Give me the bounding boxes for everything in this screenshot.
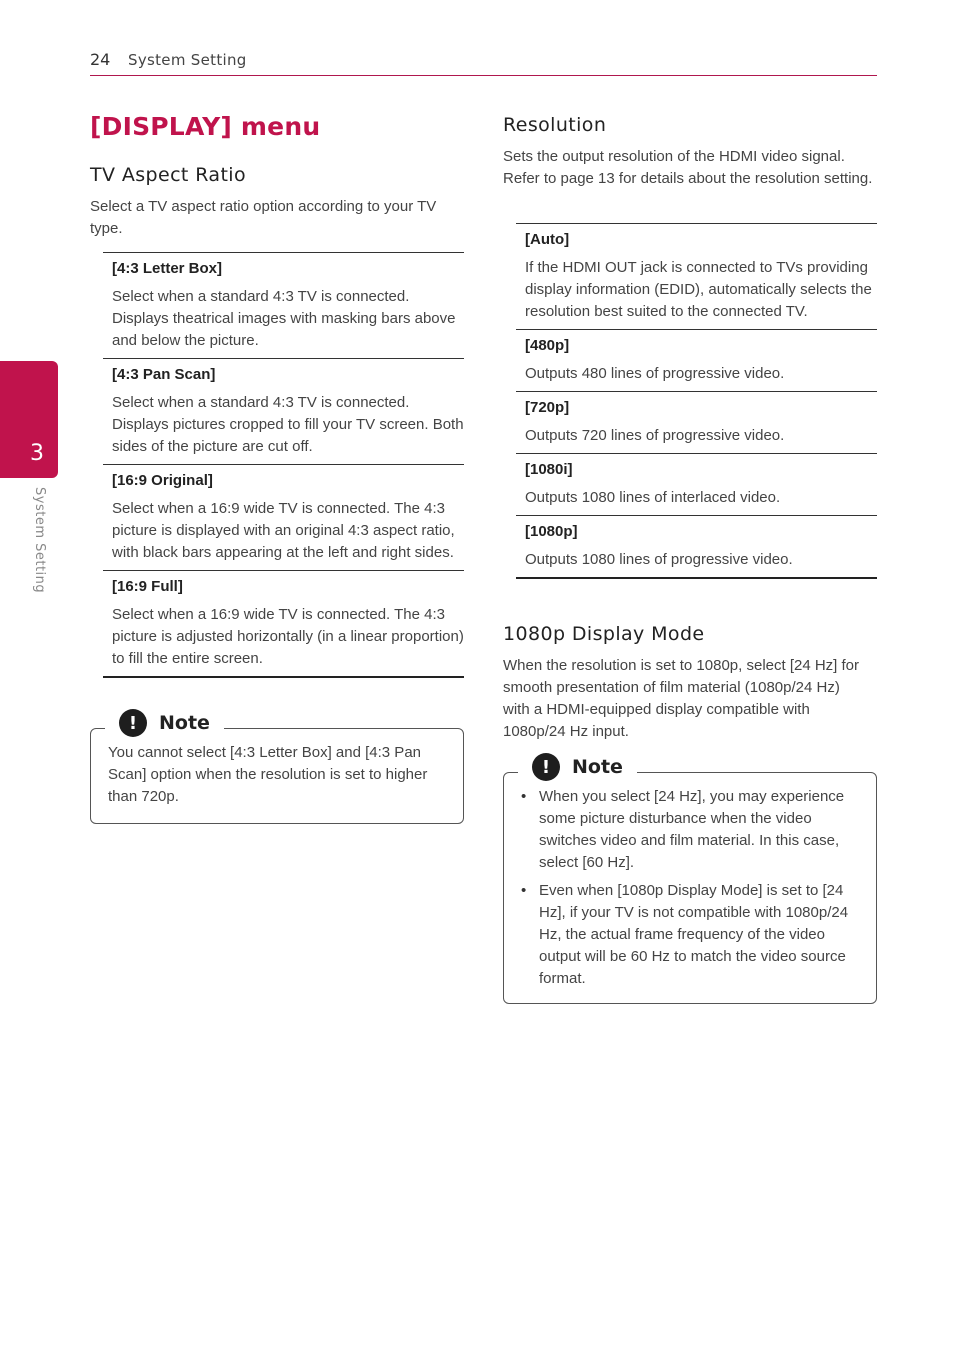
note-list [521, 786, 862, 990]
option-description: Select when a 16:9 wide TV is connected. The 4:3 picture is displayed with an original 4:3 aspect ratio, with black bars appearing at the left and right sides. [112, 500, 455, 561]
display-mode-heading: 1080p Display Mode [503, 623, 705, 645]
table-row [516, 515, 877, 579]
option-description: Outputs 480 lines of progressive video. [525, 365, 785, 382]
option-description: Outputs 1080 lines of interlaced video. [525, 489, 781, 506]
chapter-tab [0, 361, 58, 478]
option-name: [1080i] [525, 461, 573, 478]
list-item: • When you select [24 Hz], you may experience some picture disturbance when the video switches video and film material. In this case, select [60 Hz]. [521, 786, 862, 874]
table-row [516, 329, 877, 391]
option-name: [Auto] [525, 231, 570, 248]
option-description: Outputs 720 lines of progressive video. [525, 427, 785, 444]
option-name: [16:9 Full] [112, 578, 183, 595]
header-section-title: System Setting [128, 51, 247, 69]
option-description: Select when a standard 4:3 TV is connected. Displays pictures cropped to fill your TV screen. Both sides of the picture are cut off. [112, 394, 464, 455]
note-box [503, 756, 877, 1004]
option-description: Outputs 1080 lines of progressive video. [525, 551, 793, 568]
note-header [105, 709, 224, 737]
table-row [103, 252, 464, 358]
note-box [90, 712, 464, 824]
option-name: [16:9 Original] [112, 472, 213, 489]
resolution-heading: Resolution [503, 114, 607, 136]
menu-title: [DISPLAY] menu [90, 112, 321, 141]
page-number: 24 [90, 50, 111, 69]
table-row [516, 223, 877, 329]
aspect-ratio-intro: Select a TV aspect ratio option according to your TV type. [90, 198, 437, 237]
display-mode-intro: When the resolution is set to 1080p, select [24 Hz] for smooth presentation of film material (1080p/24 Hz) with a HDMI-equipped display compatible with 1080p/24 Hz input. [503, 657, 860, 740]
aspect-ratio-heading: TV Aspect Ratio [90, 164, 247, 186]
option-description: Select when a standard 4:3 TV is connected. Displays theatrical images with masking bars above and below the picture. [112, 288, 456, 349]
note-title: Note [159, 712, 210, 734]
note-header [518, 753, 637, 781]
table-row [103, 464, 464, 570]
table-row [516, 453, 877, 515]
page-header [90, 48, 877, 76]
table-row [103, 570, 464, 678]
list-item: • Even when [1080p Display Mode] is set to [24 Hz], if your TV is not compatible with 1080p/24 Hz, the actual frame frequency of the video output will be 60 Hz to match the video source format. [521, 880, 862, 990]
option-name: [1080p] [525, 523, 578, 540]
option-description: Select when a 16:9 wide TV is connected. The 4:3 picture is adjusted horizontally (in a linear proportion) to fill the entire screen. [112, 606, 464, 667]
chapter-label: System Setting [32, 487, 47, 594]
exclamation-icon: ! [532, 753, 560, 781]
option-name: [480p] [525, 337, 570, 354]
option-name: [4:3 Pan Scan] [112, 366, 216, 383]
table-row [103, 358, 464, 464]
resolution-table [516, 223, 877, 579]
exclamation-icon: ! [119, 709, 147, 737]
option-name: [720p] [525, 399, 570, 416]
aspect-ratio-table [103, 252, 464, 678]
option-description: If the HDMI OUT jack is connected to TVs providing display information (EDID), automatically selects the resolution best suited to the connected TV. [525, 259, 872, 320]
note-text: You cannot select [4:3 Letter Box] and [4:3 Pan Scan] option when the resolution is set to higher than 720p. [108, 744, 428, 805]
table-row [516, 391, 877, 453]
option-name: [4:3 Letter Box] [112, 260, 223, 277]
resolution-intro: Sets the output resolution of the HDMI video signal. Refer to page 13 for details about the resolution setting. [503, 148, 873, 187]
chapter-number: 3 [30, 441, 44, 466]
note-title: Note [572, 756, 623, 778]
